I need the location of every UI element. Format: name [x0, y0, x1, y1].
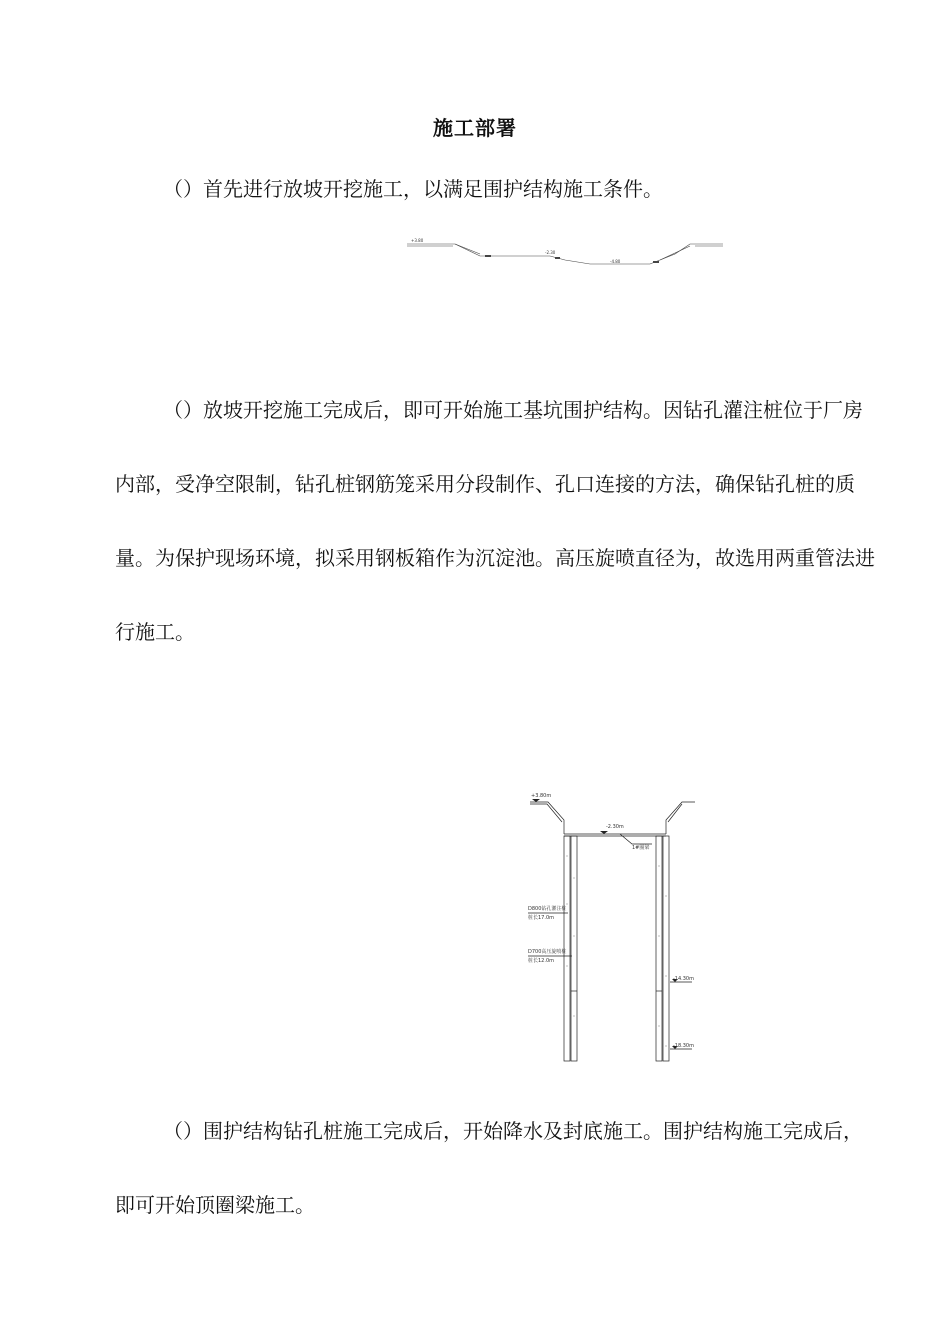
paragraph-1-text: （）首先进行放坡开挖施工，以满足围护结构施工条件。: [163, 177, 663, 201]
slope-excavation-section-figure: [405, 234, 725, 274]
fig2-level-bottom: -18.30m: [673, 1043, 694, 1049]
fig2-beam-label: 1#圈梁: [632, 845, 650, 851]
paragraph-1: [115, 152, 875, 226]
paragraph-2: [115, 373, 875, 669]
fig2-pile1-label-a: D800钻孔灌注桩: [528, 906, 567, 912]
retaining-structure-section-figure: [520, 786, 695, 1066]
fig2-pile2-label-a: D700高压旋喷桩: [528, 949, 567, 955]
fig2-level-mid: -14.30m: [673, 976, 694, 982]
paragraph-3-text: （）围护结构钻孔桩施工完成后，开始降水及封底施工。围护结构施工完成后，即可开始顶圈梁施工。: [115, 1119, 863, 1217]
page-title: 施工部署: [433, 116, 517, 140]
fig2-pile1-label-b: 桩长17.0m: [528, 915, 555, 921]
paragraph-3: [115, 1094, 875, 1242]
fig2-level-inner: -2.30m: [606, 824, 624, 830]
fig1-level-top: +3.80: [411, 238, 424, 243]
fig1-level-bottom: -4.80: [610, 259, 621, 264]
fig1-level-mid: -2.30: [545, 250, 556, 255]
fig2-pile2-label-b: 桩长12.0m: [528, 958, 555, 964]
paragraph-2-text: （）放坡开挖施工完成后，即可开始施工基坑围护结构。因钻孔灌注桩位于厂房内部，受净空限制，钻孔桩钢筋笼采用分段制作、孔口连接的方法，确保钻孔桩的质量。为保护现场环境，拟采用钢板箱作为沉淀池。高压旋喷直径为，故选用两重管法进行施工。: [115, 398, 875, 644]
fig2-level-top: +3.80m: [531, 793, 552, 799]
